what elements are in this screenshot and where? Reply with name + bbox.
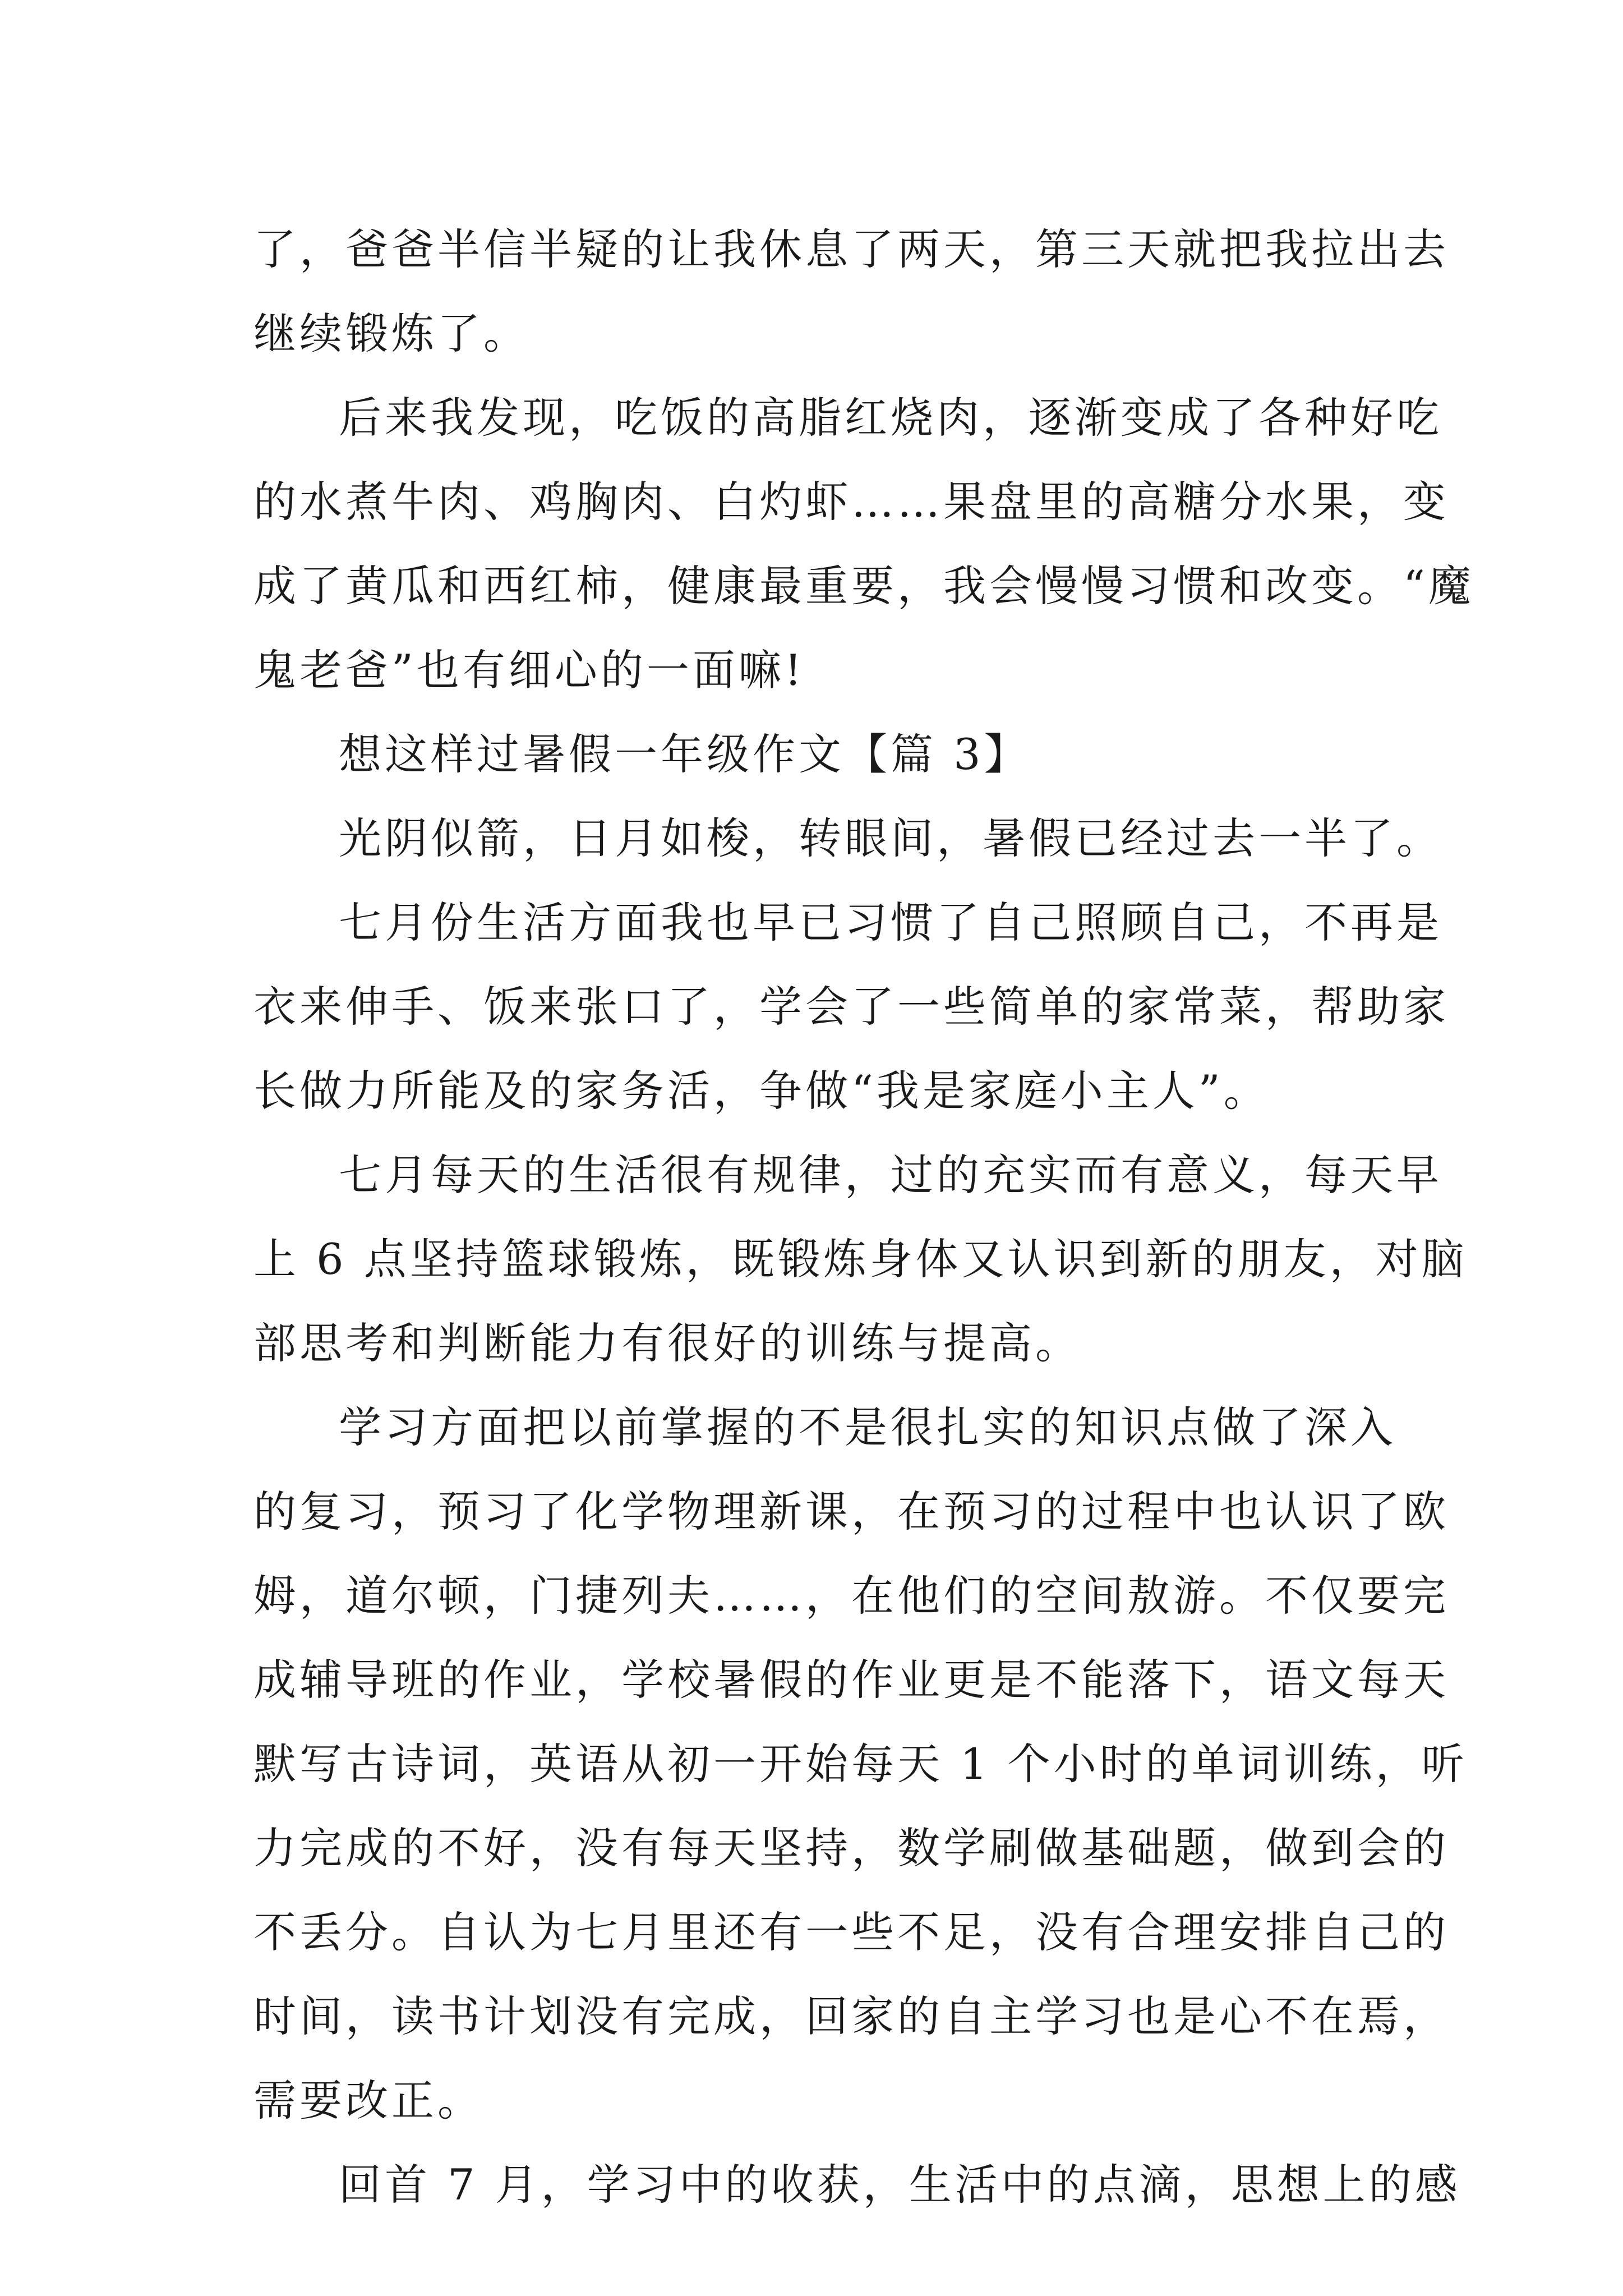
text-line: 上 6 点坚持篮球锻炼，既锻炼身体又认识到新的朋友，对脑 <box>253 1234 1468 1284</box>
text-line: 长做力所能及的家务活，争做“我是家庭小主人”。 <box>253 1066 1270 1116</box>
text-line: 衣来伸手、饭来张口了，学会了一些简单的家常菜，帮助家 <box>253 982 1449 1032</box>
paragraph-start-line: 回首 7 月，学习中的收获，生活中的点滴，思想上的感 <box>339 2160 1461 2210</box>
essay-text-block <box>253 208 1474 2227</box>
text-line: 力完成的不好，没有每天坚持，数学刷做基础题，做到会的 <box>253 1823 1449 1873</box>
text-line: 部思考和判断能力有很好的训练与提高。 <box>253 1318 1081 1368</box>
paragraph-start-line: 后来我发现，吃饭的高脂红烧肉，逐渐变成了各种好吃 <box>339 393 1442 443</box>
paragraph-start-line: 七月份生活方面我也早已习惯了自己照顾自己，不再是 <box>339 898 1442 947</box>
paragraph-start-line: 七月每天的生活很有规律，过的充实而有意义，每天早 <box>339 1150 1442 1200</box>
text-line: 了，爸爸半信半疑的让我休息了两天，第三天就把我拉出去 <box>253 224 1449 274</box>
text-line: 时间，读书计划没有完成，回家的自主学习也是心不在焉， <box>253 1991 1449 2041</box>
text-line: 成了黄瓜和西红柿，健康最重要，我会慢慢习惯和改变。“魔 <box>253 561 1474 611</box>
text-line: 需要改正。 <box>253 2076 483 2125</box>
text-line: 成辅导班的作业，学校暑假的作业更是不能落下，语文每天 <box>253 1655 1449 1705</box>
text-line: 默写古诗词，英语从初一开始每天 1 个小时的单词训练，听 <box>253 1739 1468 1789</box>
text-line: 姆，道尔顿，门捷列夫……，在他们的空间敖游。不仅要完 <box>253 1571 1449 1621</box>
text-line: 不丢分。自认为七月里还有一些不足，没有合理安排自己的 <box>253 1907 1449 1957</box>
text-line: 鬼老爸”也有细心的一面嘛! <box>253 645 805 695</box>
paragraph-start-line: 学习方面把以前掌握的不是很扎实的知识点做了深入 <box>339 1402 1396 1452</box>
section-heading: 想这样过暑假一年级作文【篇 3】 <box>339 729 1030 779</box>
paragraph-start-line: 光阴似箭，日月如梭，转眼间，暑假已经过去一半了。 <box>339 813 1442 863</box>
text-line: 继续锻炼了。 <box>253 309 529 358</box>
text-line: 的复习，预习了化学物理新课，在预习的过程中也认识了欧 <box>253 1487 1449 1536</box>
text-line: 的水煮牛肉、鸡胸肉、白灼虾……果盘里的高糖分水果，变 <box>253 477 1449 527</box>
